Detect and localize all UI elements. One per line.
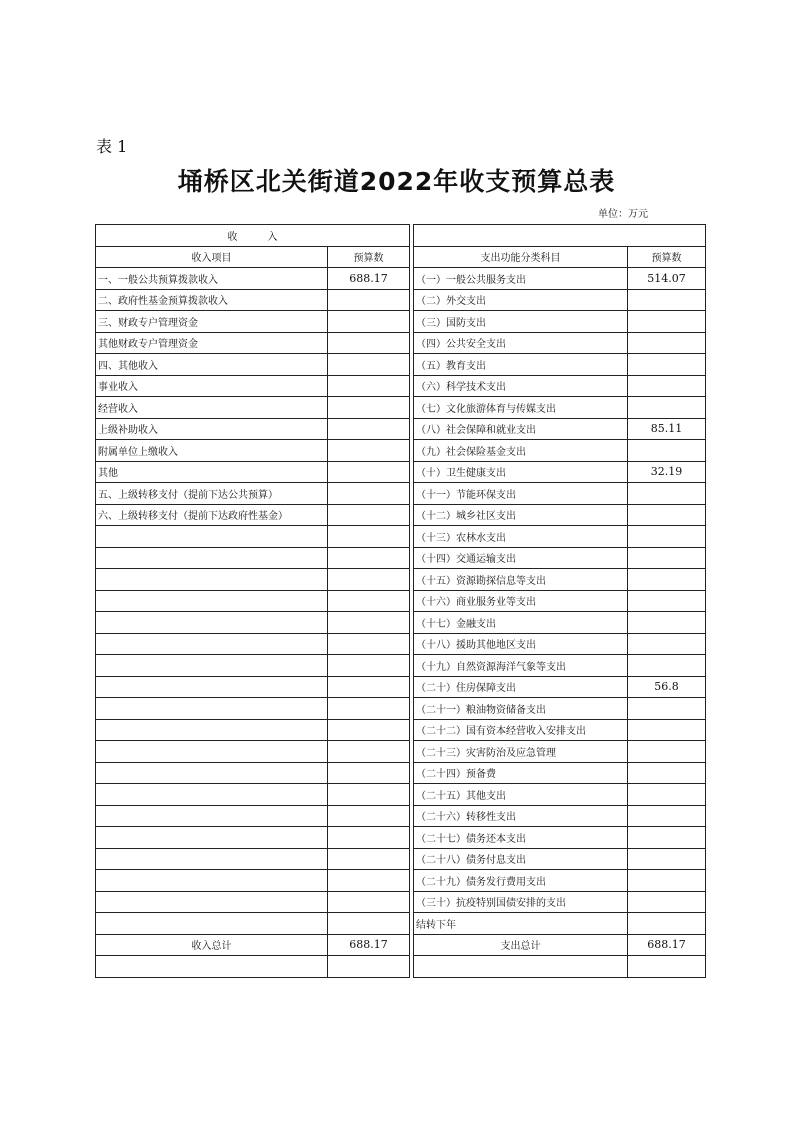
income-amount-cell xyxy=(328,870,410,892)
table-row xyxy=(96,633,706,655)
expense-amount-cell xyxy=(628,741,706,763)
income-amount-cell xyxy=(328,461,410,483)
expense-amount-cell xyxy=(628,870,706,892)
expense-item-cell: （十七）金融支出 xyxy=(414,612,628,634)
income-item-cell: 其他财政专户管理资金 xyxy=(96,332,328,354)
group-header-row xyxy=(96,225,706,247)
income-amount-cell xyxy=(328,698,410,720)
expense-amount-cell: 85.11 xyxy=(628,418,706,440)
column-header-row xyxy=(96,246,706,268)
income-item-cell xyxy=(96,827,328,849)
col-header-income-amount: 预算数 xyxy=(328,246,410,268)
expense-item-cell: （二十五）其他支出 xyxy=(414,784,628,806)
table-row xyxy=(96,870,706,892)
expense-item-cell: （十八）援助其他地区支出 xyxy=(414,633,628,655)
table-row xyxy=(96,547,706,569)
expense-amount-cell xyxy=(628,569,706,591)
income-amount-cell xyxy=(328,526,410,548)
income-item-cell xyxy=(96,956,328,978)
expense-amount-cell xyxy=(628,289,706,311)
expense-amount-cell xyxy=(628,655,706,677)
expense-amount-cell xyxy=(628,375,706,397)
carryover-row xyxy=(96,913,706,935)
income-item-cell xyxy=(96,784,328,806)
expense-amount-cell xyxy=(628,805,706,827)
table-row xyxy=(96,483,706,505)
expense-amount-cell xyxy=(628,913,706,935)
income-item-cell: 上级补助收入 xyxy=(96,418,328,440)
expense-item-cell: （四）公共安全支出 xyxy=(414,332,628,354)
col-header-income-item: 收入项目 xyxy=(96,246,328,268)
income-item-cell xyxy=(96,612,328,634)
table-row xyxy=(96,311,706,333)
table-row xyxy=(96,741,706,763)
expense-amount-cell: 32.19 xyxy=(628,461,706,483)
expense-amount-cell xyxy=(628,590,706,612)
income-amount-cell xyxy=(328,375,410,397)
expense-amount-cell xyxy=(628,956,706,978)
income-item-cell xyxy=(96,891,328,913)
income-item-cell: 二、政府性基金预算拨款收入 xyxy=(96,289,328,311)
table-row xyxy=(96,655,706,677)
expense-amount-cell xyxy=(628,397,706,419)
expense-amount-cell xyxy=(628,762,706,784)
expense-amount-cell xyxy=(628,311,706,333)
expense-amount-cell xyxy=(628,612,706,634)
budget-summary-table xyxy=(95,224,706,978)
expense-item-cell: （三）国防支出 xyxy=(414,311,628,333)
income-total-label: 收入总计 xyxy=(96,934,328,956)
income-amount-cell xyxy=(328,827,410,849)
income-amount-cell xyxy=(328,805,410,827)
income-amount-cell xyxy=(328,504,410,526)
expense-item-cell: （二十三）灾害防治及应急管理 xyxy=(414,741,628,763)
table-row xyxy=(96,461,706,483)
income-item-cell: 事业收入 xyxy=(96,375,328,397)
expense-item-cell: （一）一般公共服务支出 xyxy=(414,268,628,290)
income-amount-cell xyxy=(328,848,410,870)
expense-total-label: 支出总计 xyxy=(414,934,628,956)
expense-amount-cell xyxy=(628,332,706,354)
table-row xyxy=(96,569,706,591)
income-amount-cell xyxy=(328,741,410,763)
expense-item-cell: （二十）住房保障支出 xyxy=(414,676,628,698)
income-amount-cell xyxy=(328,440,410,462)
income-item-cell: 一、一般公共预算拨款收入 xyxy=(96,268,328,290)
expense-item-cell: （十九）自然资源海洋气象等支出 xyxy=(414,655,628,677)
table-row xyxy=(96,289,706,311)
expense-item-cell: （八）社会保障和就业支出 xyxy=(414,418,628,440)
income-item-cell xyxy=(96,655,328,677)
table-row xyxy=(96,504,706,526)
expense-amount-cell xyxy=(628,547,706,569)
expense-total-amount: 688.17 xyxy=(628,934,706,956)
table-row xyxy=(96,268,706,290)
table-row xyxy=(96,805,706,827)
income-amount-cell xyxy=(328,612,410,634)
income-item-cell xyxy=(96,719,328,741)
expense-item-cell: （二十八）债务付息支出 xyxy=(414,848,628,870)
income-item-cell: 经营收入 xyxy=(96,397,328,419)
table-row xyxy=(96,354,706,376)
totals-row xyxy=(96,934,706,956)
income-amount-cell xyxy=(328,289,410,311)
income-amount-cell xyxy=(328,676,410,698)
income-total-amount: 688.17 xyxy=(328,934,410,956)
table-row xyxy=(96,418,706,440)
income-item-cell xyxy=(96,848,328,870)
income-item-cell xyxy=(96,870,328,892)
expense-item-cell xyxy=(414,956,628,978)
table-row xyxy=(96,375,706,397)
income-amount-cell xyxy=(328,590,410,612)
expense-amount-cell xyxy=(628,827,706,849)
income-item-cell xyxy=(96,569,328,591)
col-header-expense-item: 支出功能分类科目 xyxy=(414,246,628,268)
income-amount-cell xyxy=(328,547,410,569)
table-number-label: 表 1 xyxy=(96,137,128,156)
income-item-cell: 六、上级转移支付（提前下达政府性基金） xyxy=(96,504,328,526)
income-item-cell xyxy=(96,762,328,784)
table-row xyxy=(96,676,706,698)
expense-amount-cell xyxy=(628,698,706,720)
income-item-cell xyxy=(96,805,328,827)
expense-amount-cell: 56.8 xyxy=(628,676,706,698)
income-amount-cell xyxy=(328,311,410,333)
expense-amount-cell xyxy=(628,483,706,505)
income-item-cell: 五、上级转移支付（提前下达公共预算） xyxy=(96,483,328,505)
table-row xyxy=(96,612,706,634)
expense-item-cell: （十六）商业服务业等支出 xyxy=(414,590,628,612)
table-row xyxy=(96,590,706,612)
income-item-cell xyxy=(96,676,328,698)
expense-item-cell: （五）教育支出 xyxy=(414,354,628,376)
income-amount-cell xyxy=(328,483,410,505)
income-item-cell xyxy=(96,913,328,935)
income-amount-cell xyxy=(328,633,410,655)
expense-item-cell: （二十七）债务还本支出 xyxy=(414,827,628,849)
table-row xyxy=(96,440,706,462)
income-amount-cell xyxy=(328,784,410,806)
expense-amount-cell: 514.07 xyxy=(628,268,706,290)
income-item-cell: 其他 xyxy=(96,461,328,483)
expense-amount-cell xyxy=(628,354,706,376)
income-item-cell: 附属单位上缴收入 xyxy=(96,440,328,462)
unit-label: 单位：万元 xyxy=(598,209,648,220)
expense-amount-cell xyxy=(628,719,706,741)
expense-item-cell: （十三）农林水支出 xyxy=(414,526,628,548)
table-row xyxy=(96,698,706,720)
income-amount-cell xyxy=(328,956,410,978)
income-item-cell: 四、其他收入 xyxy=(96,354,328,376)
table-row xyxy=(96,719,706,741)
expense-amount-cell xyxy=(628,633,706,655)
expense-item-cell: （二十九）债务发行费用支出 xyxy=(414,870,628,892)
income-item-cell xyxy=(96,633,328,655)
expense-item-cell: （十）卫生健康支出 xyxy=(414,461,628,483)
income-amount-cell xyxy=(328,891,410,913)
income-amount-cell xyxy=(328,397,410,419)
table-row xyxy=(96,848,706,870)
table-row xyxy=(96,891,706,913)
expense-item-cell: （二十一）粮油物资储备支出 xyxy=(414,698,628,720)
empty-row xyxy=(96,956,706,978)
expense-item-cell: （七）文化旅游体育与传媒支出 xyxy=(414,397,628,419)
income-item-cell xyxy=(96,526,328,548)
income-amount-cell xyxy=(328,332,410,354)
page-title: 埇桥区北关街道2022年收支预算总表 xyxy=(177,167,616,196)
expense-item-cell: （二）外交支出 xyxy=(414,289,628,311)
income-item-cell xyxy=(96,741,328,763)
table-row xyxy=(96,827,706,849)
expense-item-cell: （二十六）转移性支出 xyxy=(414,805,628,827)
expense-amount-cell xyxy=(628,891,706,913)
table-row xyxy=(96,526,706,548)
expense-item-cell: （二十二）国有资本经营收入安排支出 xyxy=(414,719,628,741)
expense-item-cell: （六）科学技术支出 xyxy=(414,375,628,397)
expense-group-header xyxy=(414,225,706,247)
expense-item-cell: （十二）城乡社区支出 xyxy=(414,504,628,526)
table-row xyxy=(96,762,706,784)
expense-amount-cell xyxy=(628,848,706,870)
income-amount-cell xyxy=(328,762,410,784)
table-row xyxy=(96,332,706,354)
income-amount-cell xyxy=(328,418,410,440)
expense-amount-cell xyxy=(628,784,706,806)
table-row xyxy=(96,784,706,806)
income-item-cell: 三、财政专户管理资金 xyxy=(96,311,328,333)
table-row xyxy=(96,397,706,419)
income-amount-cell xyxy=(328,913,410,935)
expense-item-cell: （十五）资源勘探信息等支出 xyxy=(414,569,628,591)
expense-item-cell: （三十）抗疫特别国债安排的支出 xyxy=(414,891,628,913)
carryover-label: 结转下年 xyxy=(414,913,628,935)
expense-item-cell: （二十四）预备费 xyxy=(414,762,628,784)
expense-item-cell: （十一）节能环保支出 xyxy=(414,483,628,505)
income-group-header: 收 入 xyxy=(96,225,410,247)
income-amount-cell xyxy=(328,655,410,677)
income-amount-cell: 688.17 xyxy=(328,268,410,290)
col-header-expense-amount: 预算数 xyxy=(628,246,706,268)
expense-amount-cell xyxy=(628,504,706,526)
expense-item-cell: （十四）交通运输支出 xyxy=(414,547,628,569)
expense-amount-cell xyxy=(628,526,706,548)
income-amount-cell xyxy=(328,719,410,741)
income-item-cell xyxy=(96,547,328,569)
income-amount-cell xyxy=(328,569,410,591)
expense-amount-cell xyxy=(628,440,706,462)
income-item-cell xyxy=(96,590,328,612)
income-amount-cell xyxy=(328,354,410,376)
income-item-cell xyxy=(96,698,328,720)
expense-item-cell: （九）社会保险基金支出 xyxy=(414,440,628,462)
